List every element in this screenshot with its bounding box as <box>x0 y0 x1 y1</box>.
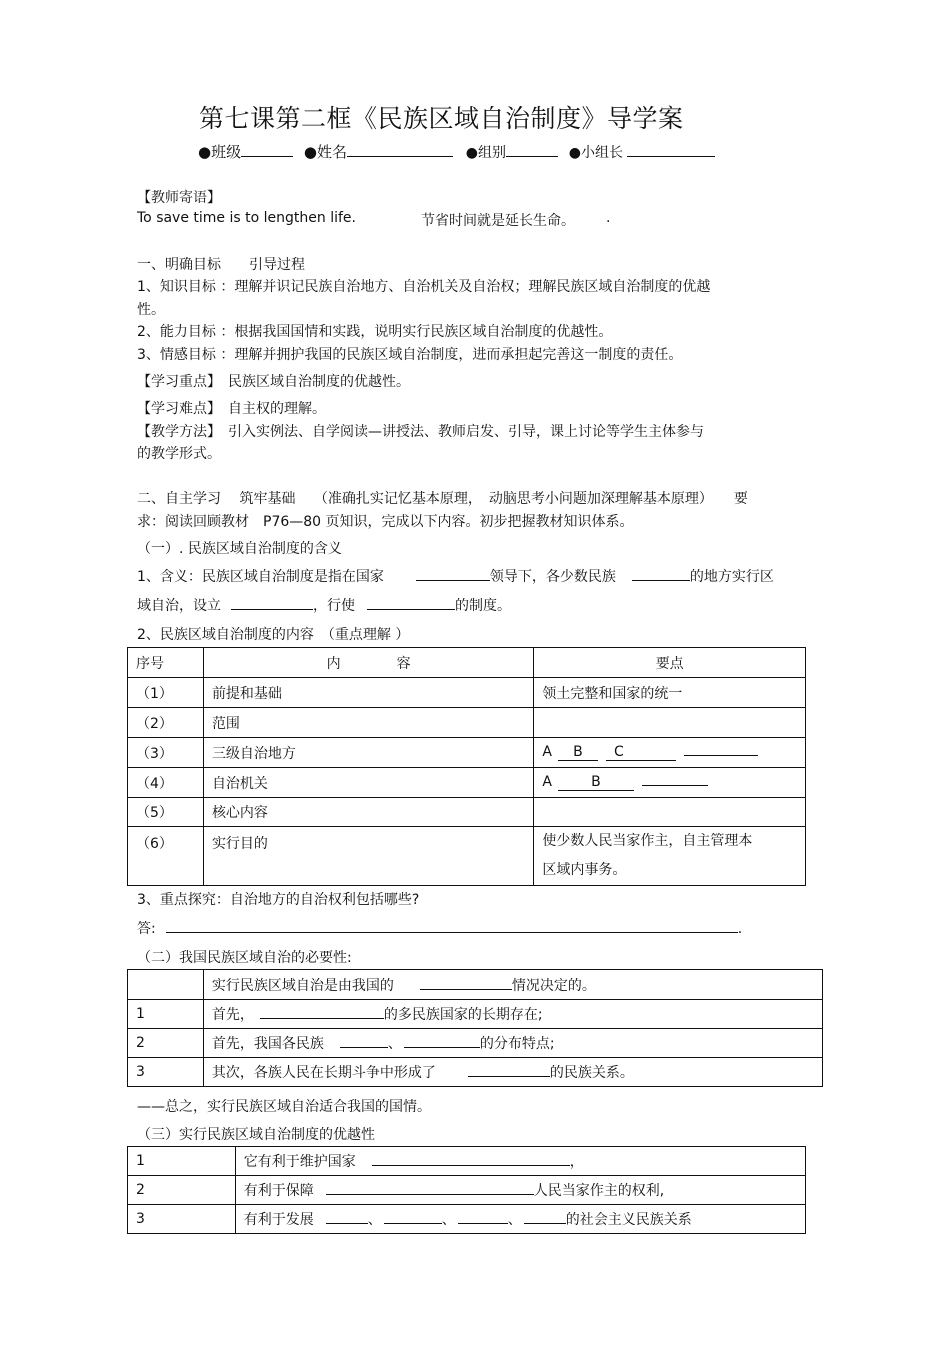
row-content: 自治机关 <box>203 768 533 798</box>
teacher-heading: 【教师寄语】 <box>137 190 221 206</box>
answer-label: 答: <box>137 921 156 937</box>
row-content <box>203 1000 822 1029</box>
row-num: （1） <box>128 678 204 708</box>
table-row <box>128 768 806 798</box>
table-row <box>128 1029 823 1058</box>
subsection-2-heading: （二）我国民族区域自治的必要性: <box>137 950 352 966</box>
content-heading: 2、民族区域自治制度的内容 （重点理解 ） <box>137 627 410 643</box>
goal-knowledge: 1、知识目标 ：理解并识记民族自治地方、自治机关及自治权；理解民族区域自治制度的优越 <box>137 279 711 295</box>
row-content <box>203 1029 822 1058</box>
class-label: ●班级 <box>198 143 242 161</box>
table-header-row <box>128 648 806 678</box>
text: ， <box>569 1154 584 1170</box>
row-content: 实行目的 <box>203 827 533 886</box>
name-blank[interactable] <box>347 143 453 157</box>
def-text-3: 的地方实行区 <box>689 569 774 585</box>
section-2-heading: 二、自主学习 筑牢基础 （准确扎实记忆基本原理， 动脑思考小问题加深理解基本原理） 要 <box>137 491 748 507</box>
row-content: 三级自治地方 <box>203 738 533 768</box>
teacher-quote-dot: . <box>606 210 611 226</box>
text: 的民族关系。 <box>549 1065 634 1081</box>
blank[interactable] <box>458 1210 508 1224</box>
definition-line-2 <box>137 595 511 615</box>
row-num: （5） <box>128 798 204 827</box>
blank[interactable] <box>372 1152 570 1166</box>
text: 的多民族国家的长期存在; <box>383 1007 543 1023</box>
table-row <box>128 678 806 708</box>
row-content <box>235 1147 805 1176</box>
table-row <box>128 1147 806 1176</box>
content-table <box>127 647 806 886</box>
necessity-table <box>127 969 823 1087</box>
answer-end: . <box>737 921 743 937</box>
goal-emotion: 3、情感目标 ：理解并拥护我国的民族区域自治制度，进而承担起完善这一制度的责任。 <box>137 347 683 363</box>
leader-label: ●小组长 <box>568 145 623 161</box>
row-content: 前提和基础 <box>203 678 533 708</box>
row-point-line-1: 使少数人民当家作主，自主管理本 <box>542 833 753 849</box>
blank[interactable] <box>524 1210 566 1224</box>
blank[interactable] <box>326 1181 534 1195</box>
text: 它有利于维护国家 <box>243 1154 356 1170</box>
learning-hard: 【学习难点】 自主权的理解。 <box>137 401 326 417</box>
def-blank-2[interactable] <box>632 567 690 581</box>
table-row <box>128 738 806 768</box>
text: 情况决定的。 <box>511 977 596 994</box>
class-blank[interactable] <box>241 143 293 157</box>
leader-blank[interactable] <box>627 143 715 157</box>
advantage-table <box>127 1146 806 1234</box>
header-num: 序号 <box>128 648 204 678</box>
def-blank-3[interactable] <box>231 596 313 610</box>
def-blank-1[interactable] <box>416 567 490 581</box>
answer-blank[interactable] <box>166 919 738 933</box>
row-num: （3） <box>128 738 204 768</box>
label-b: B <box>558 775 634 791</box>
row-point-blank[interactable] <box>534 708 806 738</box>
text: 的分布特点; <box>479 1036 555 1052</box>
row-num: 2 <box>128 1176 236 1205</box>
def-text-6: 的制度。 <box>455 598 511 614</box>
sep: 、 <box>507 1212 522 1228</box>
subsection-1-heading: （一）. 民族区域自治制度的含义 <box>137 541 342 557</box>
blank[interactable] <box>384 1210 442 1224</box>
section-2-requirement: 求：阅读回顾教材 P76—80 页知识，完成以下内容。初步把握教材知识体系。 <box>137 514 634 530</box>
row-point-line-2: 区域内事务。 <box>542 862 627 878</box>
goal-ability: 2、能力目标 ：根据我国国情和实践，说明实行民族区域自治制度的优越性。 <box>137 324 613 340</box>
group-label: ●组别 <box>465 145 506 161</box>
header-fields <box>198 141 715 162</box>
header-point: 要点 <box>534 648 806 678</box>
row-content: 核心内容 <box>203 798 533 827</box>
row-point-blank[interactable] <box>534 798 806 827</box>
label-b: B <box>558 745 598 761</box>
table-row <box>128 798 806 827</box>
def-text-5: ，行使 <box>313 598 355 614</box>
row-num <box>128 970 204 1000</box>
blank[interactable] <box>340 1034 388 1048</box>
teacher-quote-en: To save time is to lengthen life. <box>137 210 356 226</box>
text: 首先， <box>211 1007 254 1023</box>
name-label: ●姓名 <box>303 143 347 161</box>
row-point <box>534 827 806 886</box>
text: 人民当家作主的权利, <box>533 1183 665 1199</box>
row-point: 领土完整和国家的统一 <box>534 678 806 708</box>
teaching-method: 【教学方法】 引入实例法、自学阅读—讲授法、教师启发、引导，课上讨论等学生主体参与 <box>137 424 704 440</box>
blank[interactable] <box>260 1005 384 1019</box>
summary: ——总之，实行民族区域自治适合我国的国情。 <box>137 1099 431 1115</box>
table-row <box>128 970 823 1000</box>
text: 、 <box>387 1036 402 1052</box>
key-question: 3、重点探究：自治地方的自治权利包括哪些? <box>137 892 420 908</box>
table-row <box>128 1176 806 1205</box>
page-title: 第七课第二框《民族区域自治制度》导学案 <box>199 104 684 133</box>
sep: 、 <box>441 1212 456 1228</box>
row-content: 范围 <box>203 708 533 738</box>
row-content <box>235 1176 805 1205</box>
row-num: 1 <box>128 1000 204 1029</box>
answer-line <box>137 918 742 938</box>
teaching-method-cont: 的教学形式。 <box>137 446 221 462</box>
def-text-1: 1、含义：民族区域自治制度是指在国家 <box>137 569 384 585</box>
header-content: 内 容 <box>203 648 533 678</box>
text: 的社会主义民族关系 <box>565 1212 692 1228</box>
section-1-heading: 一、明确目标 引导过程 <box>137 257 305 273</box>
row-num: 2 <box>128 1029 204 1058</box>
text: 其次，各族人民在长期斗争中形成了 <box>211 1065 436 1081</box>
row-content <box>235 1205 805 1234</box>
blank-b[interactable] <box>642 785 708 786</box>
table-row <box>128 1058 823 1087</box>
row-num: （2） <box>128 708 204 738</box>
row-num: （4） <box>128 768 204 798</box>
blank[interactable] <box>420 976 512 990</box>
def-text-4: 域自治，设立 <box>137 598 221 614</box>
row-content <box>203 1058 822 1087</box>
subsection-3-heading: （三）实行民族区域自治制度的优越性 <box>137 1127 375 1143</box>
row-num: （6） <box>128 827 204 886</box>
row-point-abc[interactable] <box>534 738 806 768</box>
row-num: 1 <box>128 1147 236 1176</box>
row-num: 3 <box>128 1205 236 1234</box>
row-num: 3 <box>128 1058 204 1087</box>
text: 实行民族区域自治是由我国的 <box>211 977 394 994</box>
def-text-2: 领导下，各少数民族 <box>489 569 616 585</box>
teacher-quote-zh: 节省时间就是延长生命。 <box>421 213 575 229</box>
blank[interactable] <box>404 1034 480 1048</box>
label-a: A <box>542 774 552 790</box>
row-content <box>203 970 822 1000</box>
blank-c[interactable] <box>684 755 758 756</box>
def-blank-4[interactable] <box>367 596 455 610</box>
definition-line-1 <box>137 566 774 586</box>
learning-key: 【学习重点】 民族区域自治制度的优越性。 <box>137 374 410 390</box>
goal-knowledge-cont: 性。 <box>137 302 165 318</box>
blank[interactable] <box>326 1210 368 1224</box>
row-point-ab[interactable] <box>534 768 806 798</box>
group-blank[interactable] <box>506 143 558 157</box>
label-a: A <box>542 744 552 760</box>
text: 有利于保障 <box>243 1183 314 1199</box>
label-c: C <box>606 745 676 761</box>
table-row <box>128 1000 823 1029</box>
blank[interactable] <box>468 1063 550 1077</box>
table-row <box>128 1205 806 1234</box>
text: 有利于发展 <box>243 1212 314 1228</box>
sep: 、 <box>367 1212 382 1228</box>
text: 首先，我国各民族 <box>211 1036 324 1052</box>
table-row <box>128 708 806 738</box>
table-row <box>128 827 806 886</box>
